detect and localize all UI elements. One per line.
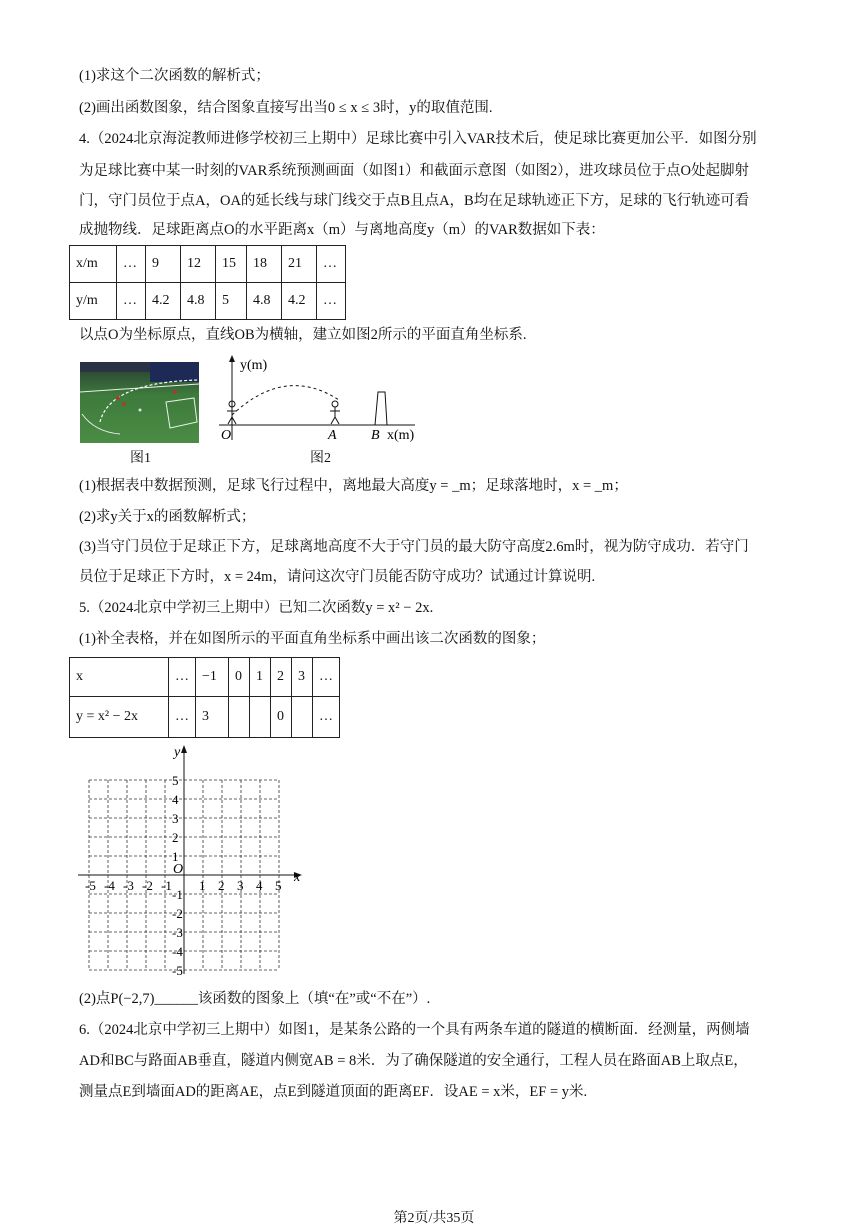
table-cell: 9 bbox=[146, 246, 181, 283]
y-tick-label: 4 bbox=[172, 792, 179, 807]
figure-1-caption: 图1 bbox=[130, 451, 151, 466]
table-cell: 4.8 bbox=[247, 283, 282, 320]
y-tick-label: 5 bbox=[172, 773, 179, 788]
q6-line2: AD和BC与路面AB垂直，隧道内侧宽AB = 8米．为了确保隧道的安全通行，工程人员在路面AB上取点E， bbox=[79, 1053, 748, 1069]
table-row bbox=[70, 283, 346, 320]
q3-part1: (1)求这个二次函数的解析式； bbox=[79, 68, 270, 84]
table-cell: … bbox=[317, 283, 346, 320]
q4-intro-line-2: 为足球比赛中某一时刻的VAR系统预测画面（如图1）和截面示意图（如图2），进攻球员位于点O处起脚射 bbox=[79, 163, 749, 179]
x-tick-label: -1 bbox=[161, 878, 172, 893]
table-cell: … bbox=[313, 658, 340, 697]
y-tick-label: -4 bbox=[172, 944, 183, 959]
q4-part2: (2)求y关于x的函数解析式； bbox=[79, 509, 256, 525]
table-cell: 4.2 bbox=[146, 283, 181, 320]
point-b-label: B bbox=[371, 428, 380, 443]
goal-post-b bbox=[375, 392, 387, 425]
table-cell: … bbox=[169, 658, 196, 697]
x-tick-label: 2 bbox=[218, 878, 225, 893]
table-cell: 5 bbox=[216, 283, 247, 320]
table-cell: 3 bbox=[292, 658, 313, 697]
x-tick-label: 5 bbox=[275, 878, 282, 893]
table-cell: y/m bbox=[70, 283, 117, 320]
q5-part1: (1)补全表格，并在如图所示的平面直角坐标系中画出该二次函数的图象； bbox=[79, 631, 546, 647]
q4-intro-line-4: 成抛物线．足球距离点O的水平距离x（m）与离地高度y（m）的VAR数据如下表： bbox=[79, 222, 605, 238]
q3-part2: (2)画出函数图象，结合图象直接写出当0 ≤ x ≤ 3时，y的取值范围. bbox=[79, 100, 493, 116]
figure-1-var-photo bbox=[80, 362, 199, 443]
y-tick-label: -5 bbox=[172, 963, 183, 978]
q4-data-table bbox=[69, 245, 346, 320]
x-axis-label: x(m) bbox=[387, 428, 415, 443]
q4-after-table: 以点O为坐标原点，直线OB为横轴，建立如图2所示的平面直角坐标系. bbox=[79, 327, 527, 343]
y-tick-label: -3 bbox=[172, 925, 183, 940]
table-cell: … bbox=[117, 283, 146, 320]
x-tick-label: 4 bbox=[256, 878, 263, 893]
table-cell bbox=[292, 697, 313, 738]
table-cell: 2 bbox=[271, 658, 292, 697]
table-cell: 21 bbox=[282, 246, 317, 283]
table-cell: y = x² − 2x bbox=[70, 697, 169, 738]
figure-1-drawing bbox=[80, 362, 199, 443]
q4-part3-line1: (3)当守门员位于足球正下方，足球离地高度不大于守门员的最大防守高度2.6m时，视为防守成功．若守门 bbox=[79, 539, 749, 555]
x-tick-label: -4 bbox=[104, 878, 115, 893]
table-cell: … bbox=[313, 697, 340, 738]
ball-trajectory bbox=[232, 386, 339, 415]
table-cell: … bbox=[117, 246, 146, 283]
q4-part3-line2: 员位于足球正下方时，x = 24m，请问这次守门员能否防守成功？试通过计算说明. bbox=[79, 569, 596, 585]
y-tick-label: -1 bbox=[172, 887, 183, 902]
table-cell: … bbox=[169, 697, 196, 738]
q5-intro: 5.（2024北京中学初三上期中）已知二次函数y = x² − 2x. bbox=[79, 600, 434, 616]
origin-label: O bbox=[221, 428, 232, 443]
y-axis-label: y(m) bbox=[240, 358, 268, 373]
grid-y-label: y bbox=[174, 745, 181, 760]
table-cell: x bbox=[70, 658, 169, 697]
table-cell: 1 bbox=[250, 658, 271, 697]
figure-2-caption: 图2 bbox=[310, 451, 331, 466]
y-tick-label: 2 bbox=[172, 830, 179, 845]
q5-value-table bbox=[69, 657, 340, 738]
figure-2-diagram bbox=[215, 355, 430, 445]
table-cell: 4.8 bbox=[181, 283, 216, 320]
x-tick-label: -5 bbox=[85, 878, 96, 893]
table-cell: x/m bbox=[70, 246, 117, 283]
q4-intro-line-3: 门，守门员位于点A，OA的延长线与球门线交于点B且点A，B均在足球轨迹正下方，足球的飞行轨迹可看 bbox=[79, 193, 750, 209]
table-cell: 0 bbox=[271, 697, 292, 738]
y-tick-label: 3 bbox=[172, 811, 179, 826]
q4-intro-line-1: 4.（2024北京海淀教师进修学校初三上期中）足球比赛中引入VAR技术后，使足球比赛更加公平．如图分别 bbox=[79, 131, 757, 147]
y-axis-arrow bbox=[229, 355, 235, 362]
q4-part1: (1)根据表中数据预测，足球飞行过程中，离地最大高度y = _m；足球落地时，x = _m； bbox=[79, 478, 628, 494]
point-a-label: A bbox=[328, 428, 337, 443]
table-cell bbox=[229, 697, 250, 738]
x-tick-label: 3 bbox=[237, 878, 244, 893]
grid-origin-label: O bbox=[173, 862, 184, 877]
x-tick-label: -2 bbox=[142, 878, 153, 893]
q5-part2: (2)点P(−2,7)______该函数的图象上（填“在”或“不在”）. bbox=[79, 991, 431, 1007]
page-footer: 第2页/共35页 bbox=[393, 1211, 475, 1226]
x-tick-label: -3 bbox=[123, 878, 134, 893]
q6-line1: 6.（2024北京中学初三上期中）如图1，是某条公路的一个具有两条车道的隧道的横断面．经测量，两侧墙 bbox=[79, 1022, 750, 1038]
y-axis-arrow bbox=[181, 745, 187, 753]
y-tick-label: 1 bbox=[172, 849, 179, 864]
table-row bbox=[70, 697, 340, 738]
table-cell: 12 bbox=[181, 246, 216, 283]
table-row bbox=[70, 658, 340, 697]
table-row bbox=[70, 246, 346, 283]
table-cell: 3 bbox=[196, 697, 229, 738]
table-cell: 18 bbox=[247, 246, 282, 283]
q6-line3: 测量点E到墙面AD的距离AE，点E到隧道顶面的距离EF．设AE = x米，EF = y米. bbox=[79, 1084, 588, 1100]
table-cell: 4.2 bbox=[282, 283, 317, 320]
table-cell: … bbox=[317, 246, 346, 283]
table-cell bbox=[250, 697, 271, 738]
table-cell: −1 bbox=[196, 658, 229, 697]
grid-x-label: x bbox=[294, 870, 301, 885]
y-tick-label: -2 bbox=[172, 906, 183, 921]
coordinate-grid bbox=[74, 742, 308, 978]
table-cell: 0 bbox=[229, 658, 250, 697]
goalkeeper-a-figure bbox=[330, 401, 340, 424]
table-cell: 15 bbox=[216, 246, 247, 283]
x-tick-label: 1 bbox=[199, 878, 206, 893]
